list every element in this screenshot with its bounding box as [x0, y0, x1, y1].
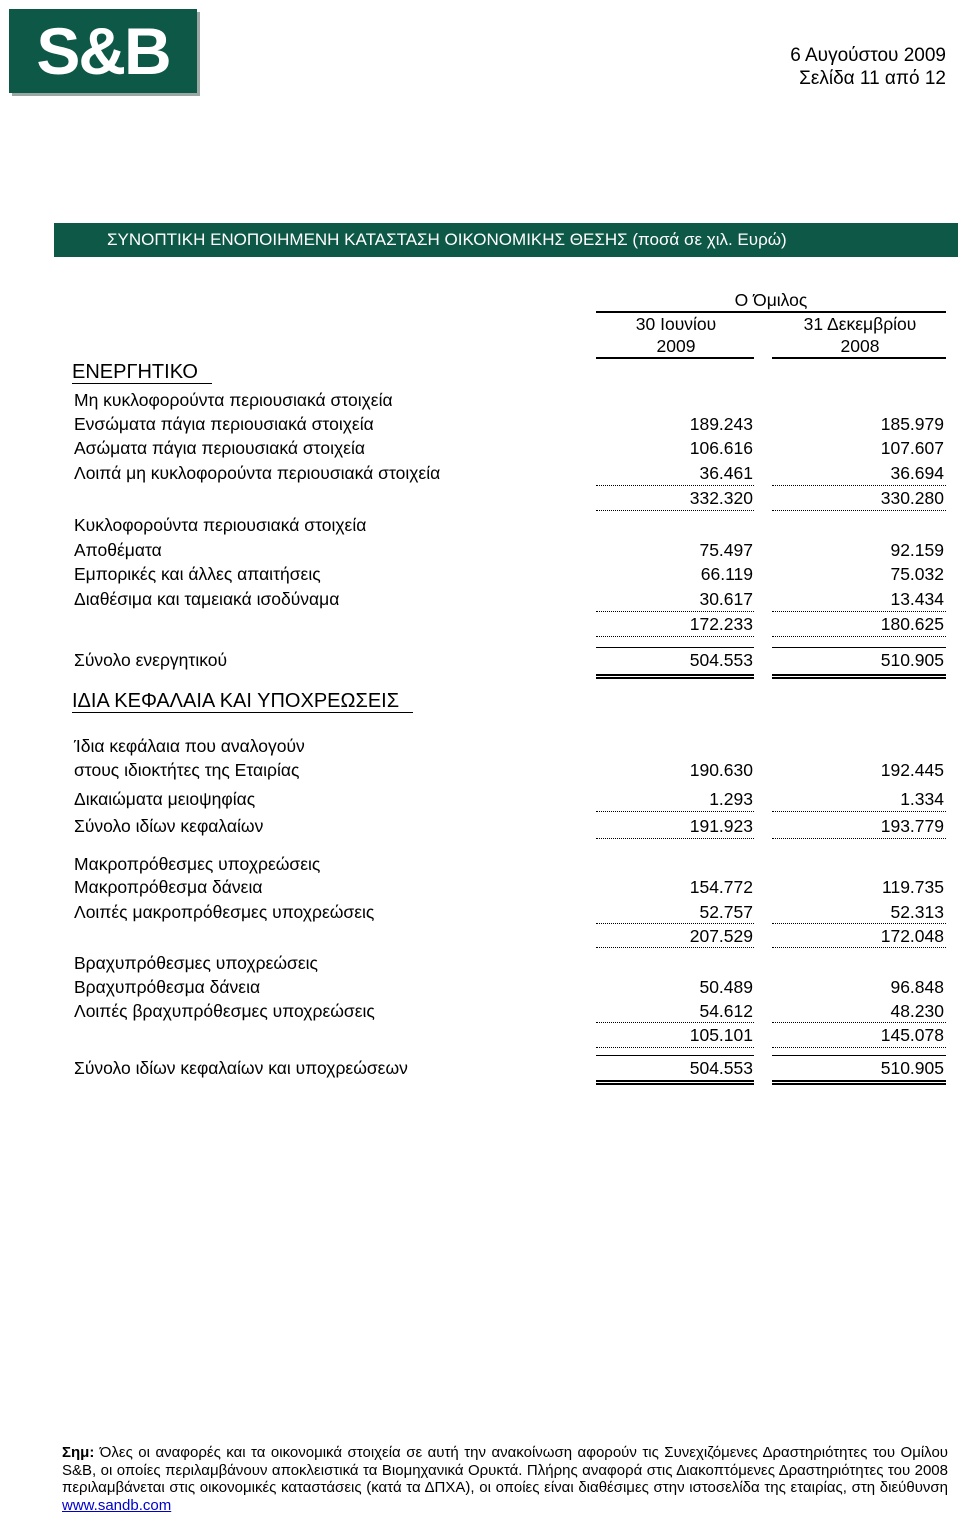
subtotal-rule — [772, 636, 946, 637]
table-row: Μακροπρόθεσμα δάνεια 154.772 119.735 — [74, 877, 944, 897]
document-date: 6 Αυγούστου 2009 — [790, 45, 946, 66]
total-assets-row: Σύνολο ενεργητικού 504.553 510.905 — [74, 650, 944, 670]
subtotal-rule — [596, 1047, 754, 1048]
table-row: Λοιπές βραχυπρόθεσμες υποχρεώσεις 54.612 48.230 — [74, 1001, 944, 1021]
noncurrent-assets-heading: Μη κυκλοφορούντα περιουσιακά στοιχεία — [74, 390, 393, 410]
subtotal-rule — [596, 811, 754, 812]
total-equity-liabilities-row: Σύνολο ιδίων κεφαλαίων και υποχρεώσεων 504.553 510.905 — [74, 1058, 944, 1078]
subtotal-rule — [596, 947, 754, 948]
table-row: Ασώματα πάγια περιουσιακά στοιχεία 106.616 107.607 — [74, 438, 944, 458]
table-row: στους ιδιοκτήτες της Εταιρίας 190.630 192.445 — [74, 760, 944, 780]
subtotal-rule — [596, 510, 754, 511]
total-double-rule — [772, 674, 946, 679]
table-row: Διαθέσιμα και ταμειακά ισοδύναμα 30.617 13.434 — [74, 589, 944, 609]
footnote — [62, 1444, 948, 1514]
subtotal-rule — [772, 811, 946, 812]
group-column-header: Ο Όμιλος — [734, 290, 808, 310]
equity-label-line1: Ίδια κεφάλαια που αναλογούν — [74, 736, 305, 756]
subtotal-rule — [596, 838, 754, 839]
col-2008-header — [772, 313, 948, 357]
footnote-text: Όλες οι αναφορές και τα οικονομικά στοιχεία σε αυτή την ανακοίνωση αφορούν τις Συνεχιζόμενες Δραστηριότητες του Ομίλου S&B, οι οποίες περιλαμβάνουν αποκλειστικά τα Βιομηχανικά Ορυκτά. Πλήρης αναφορά στις Διακοπτόμενες Δραστηριότητες του 2008 περιλαμβάνεται στις οικονομικές καταστάσεις (κατά τα ΔΠΧΑ), οι οποίες είναι διαθέσιμες στην ιστοσελίδα της εταιρίας, στη διεύθυνση — [62, 1444, 948, 1496]
subtotal-rule — [772, 510, 946, 511]
table-row: Ενσώματα πάγια περιουσιακά στοιχεία 189.243 185.979 — [74, 414, 944, 434]
table-row: Λοιπά μη κυκλοφορούντα περιουσιακά στοιχεία 36.461 36.694 — [74, 463, 944, 483]
equity-total-row: Σύνολο ιδίων κεφαλαίων 191.923 193.779 — [74, 816, 944, 836]
col-2008-header-rule — [772, 357, 946, 359]
table-row: Βραχυπρόθεσμα δάνεια 50.489 96.848 — [74, 977, 944, 997]
assets-section-title: ΕΝΕΡΓΗΤΙΚΟ — [72, 360, 212, 384]
footnote-prefix: Σημ: — [62, 1444, 95, 1461]
col-2009-line2: 2009 — [656, 336, 696, 356]
shortterm-liabilities-subtotal: 105.101 145.078 — [689, 1025, 944, 1045]
subtotal-rule — [772, 838, 946, 839]
total-double-rule — [596, 1080, 754, 1085]
shortterm-liabilities-heading: Βραχυπρόθεσμες υποχρεώσεις — [74, 953, 318, 973]
page-header-info — [790, 44, 946, 90]
col-2009-header — [596, 313, 756, 357]
table-row: Λοιπές μακροπρόθεσμες υποχρεώσεις 52.757 52.313 — [74, 902, 944, 922]
website-link[interactable]: www.sandb.com — [62, 1496, 172, 1514]
current-assets-subtotal: 172.233 180.625 — [689, 614, 944, 634]
total-double-rule — [596, 674, 754, 679]
company-logo — [9, 9, 197, 93]
current-assets-heading: Κυκλοφορούντα περιουσιακά στοιχεία — [74, 515, 367, 535]
noncurrent-assets-subtotal: 332.320 330.280 — [689, 488, 944, 508]
subtotal-rule — [772, 947, 946, 948]
col-2009-line1: 30 Ιουνίου — [635, 314, 717, 334]
liabilities-section-title: ΙΔΙΑ ΚΕΦΑΛΑΙΑ ΚΑΙ ΥΠΟΧΡΕΩΣΕΙΣ — [72, 689, 413, 713]
subtotal-rule — [596, 636, 754, 637]
statement-title-banner: ΣΥΝΟΠΤΙΚΗ ΕΝΟΠΟΙΗΜΕΝΗ ΚΑΤΑΣΤΑΣΗ ΟΙΚΟΝΟΜΙΚΗΣ ΘΕΣΗΣ (ποσά σε χιλ. Ευρώ) — [54, 223, 958, 257]
table-row: Αποθέματα 75.497 92.159 — [74, 540, 944, 560]
table-row: Εμπορικές και άλλες απαιτήσεις 66.119 75.032 — [74, 564, 944, 584]
logo-text: S&B — [36, 14, 170, 88]
page-number: Σελίδα 11 από 12 — [799, 68, 946, 89]
subtotal-rule — [772, 1047, 946, 1048]
total-double-rule — [772, 1080, 946, 1085]
longterm-liabilities-heading: Μακροπρόθεσμες υποχρεώσεις — [74, 854, 321, 874]
col-2008-line2: 2008 — [840, 336, 880, 356]
longterm-liabilities-subtotal: 207.529 172.048 — [689, 926, 944, 946]
col-2009-header-rule — [596, 357, 754, 359]
table-row: Δικαιώματα μειοψηφίας 1.293 1.334 — [74, 789, 944, 809]
col-2008-line1: 31 Δεκεμβρίου — [803, 314, 917, 334]
